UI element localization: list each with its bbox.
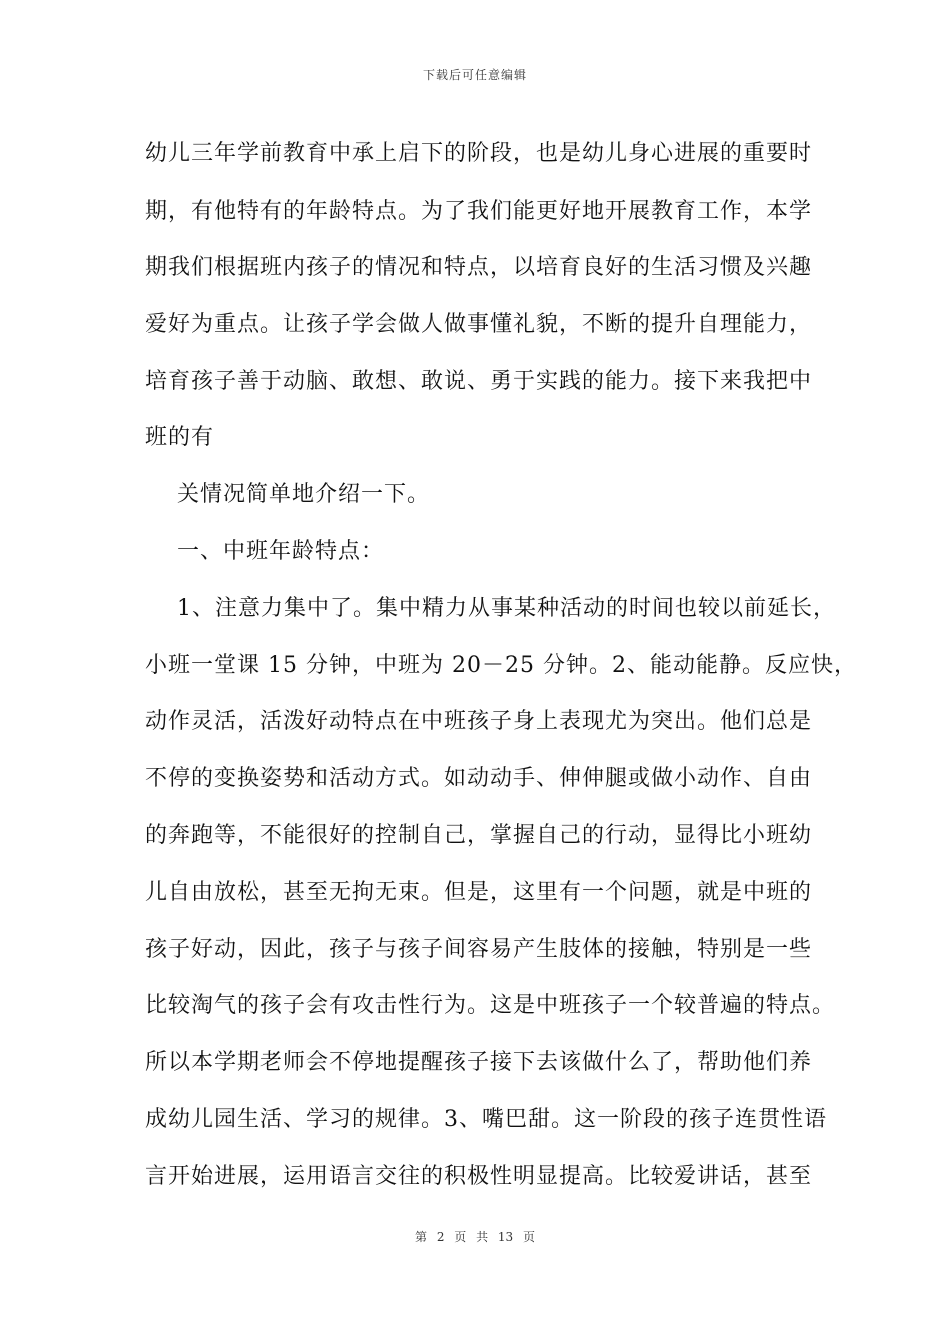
paragraph-line: 言开始进展，运用语言交往的积极性明显提高。比较爱讲话，甚至 bbox=[145, 1164, 813, 1189]
page-header: 下载后可任意编辑 bbox=[422, 68, 527, 82]
paragraph-line: 1、注意力集中了。集中精力从事某种活动的时间也较以前延长， bbox=[177, 596, 836, 621]
paragraph-line: 的奔跑等，不能很好的控制自己，掌握自己的行动，显得比小班幼 bbox=[145, 823, 813, 848]
paragraph-line: 孩子好动，因此，孩子与孩子间容易产生肢体的接触，特别是一些 bbox=[145, 937, 813, 962]
paragraph-line: 幼儿三年学前教育中承上启下的阶段，也是幼儿身心进展的重要时 bbox=[145, 141, 813, 166]
paragraph-line: 比较淘气的孩子会有攻击性行为。这是中班孩子一个较普遍的特点。 bbox=[145, 993, 836, 1018]
paragraph-line: 培育孩子善于动脑、敢想、敢说、勇于实践的能力。接下来我把中 bbox=[145, 369, 813, 394]
paragraph-line: 成幼儿园生活、学习的规律。3、嘴巴甜。这一阶段的孩子连贯性语 bbox=[145, 1107, 827, 1132]
paragraph-line: 所以本学期老师会不停地提醒孩子接下去该做什么了，帮助他们养 bbox=[145, 1050, 813, 1075]
paragraph-line: 关情况简单地介绍一下。 bbox=[177, 482, 431, 507]
paragraph-line: 班的有 bbox=[145, 425, 215, 450]
section-heading: 一、中班年龄特点： bbox=[177, 539, 385, 564]
page-number-footer: 第 2 页 共 13 页 bbox=[415, 1230, 535, 1244]
paragraph-line: 小班一堂课 15 分钟，中班为 20－25 分钟。2、能动能静。反应快， bbox=[145, 653, 857, 678]
paragraph-line: 爱好为重点。让孩子学会做人做事懂礼貌，不断的提升自理能力， bbox=[145, 312, 813, 337]
paragraph-line: 儿自由放松，甚至无拘无束。但是，这里有一个问题，就是中班的 bbox=[145, 880, 813, 905]
paragraph-line: 期我们根据班内孩子的情况和特点，以培育良好的生活习惯及兴趣 bbox=[145, 255, 813, 280]
paragraph-line: 动作灵活，活泼好动特点在中班孩子身上表现尤为突出。他们总是 bbox=[145, 709, 813, 734]
paragraph-line: 期，有他特有的年龄特点。为了我们能更好地开展教育工作，本学 bbox=[145, 199, 813, 224]
paragraph-line: 不停的变换姿势和活动方式。如动动手、伸伸腿或做小动作、自由 bbox=[145, 766, 813, 791]
